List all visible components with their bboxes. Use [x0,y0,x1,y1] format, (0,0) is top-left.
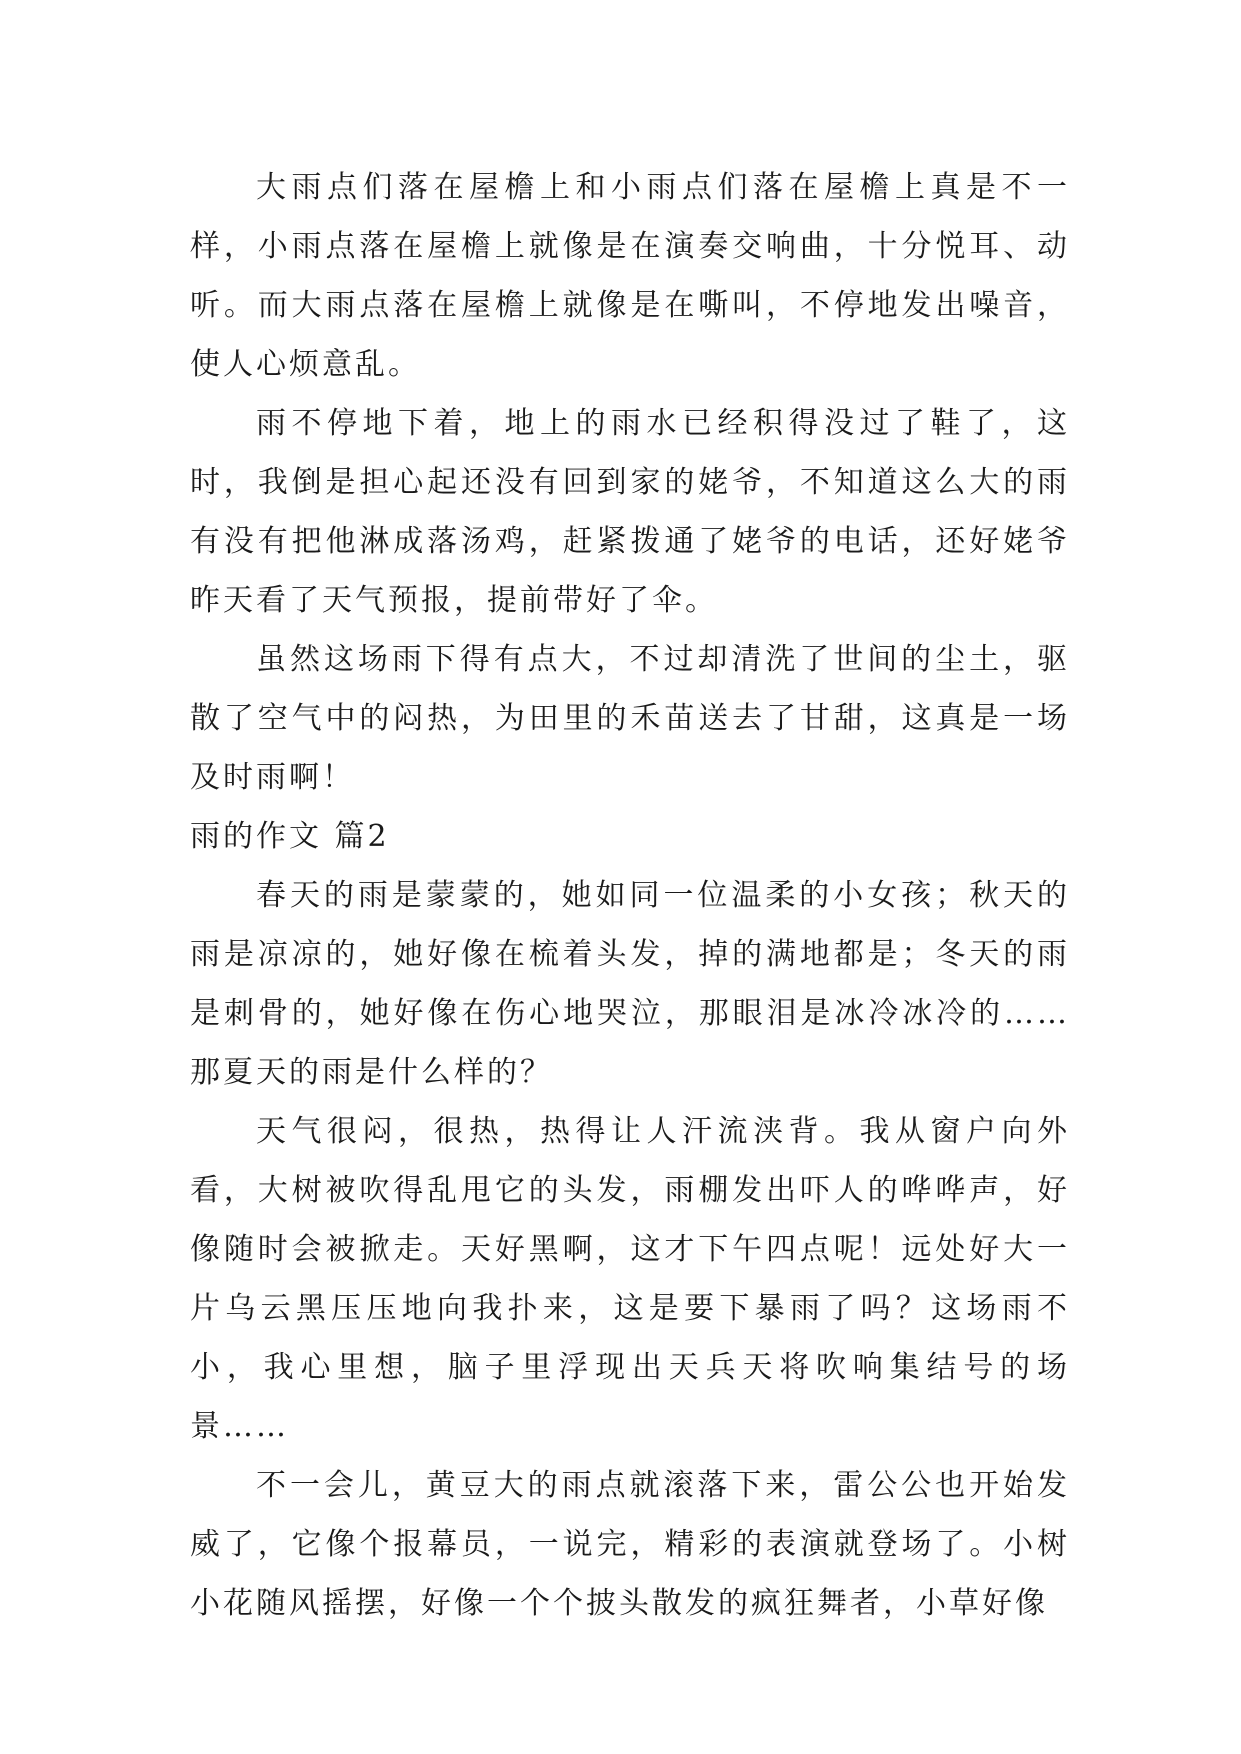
paragraph: 春天的雨是蒙蒙的，她如同一位温柔的小女孩；秋天的雨是凉凉的，她好像在梳着头发，掉的满地都是；冬天的雨是刺骨的，她好像在伤心地哭泣，那眼泪是冰冷冰冷的……那夏天的雨是什么样的？ [190,878,1070,1090]
section-heading: 雨的作文 篇2 [190,819,390,854]
paragraph: 不一会儿，黄豆大的雨点就滚落下来，雷公公也开始发威了，它像个报幕员，一说完，精彩的表演就登场了。小树小花随风摇摆，好像一个个披头散发的疯狂舞者，小草好像 [190,1468,1070,1621]
document-body [190,158,1070,1633]
paragraph: 大雨点们落在屋檐上和小雨点们落在屋檐上真是不一样，小雨点落在屋檐上就像是在演奏交响曲，十分悦耳、动听。而大雨点落在屋檐上就像是在嘶叫，不停地发出噪音，使人心烦意乱。 [190,170,1070,382]
paragraph: 虽然这场雨下得有点大，不过却清洗了世间的尘土，驱散了空气中的闷热，为田里的禾苗送去了甘甜，这真是一场及时雨啊！ [190,642,1070,795]
paragraph: 天气很闷，很热，热得让人汗流浃背。我从窗户向外看，大树被吹得乱甩它的头发，雨棚发出吓人的哗哗声，好像随时会被掀走。天好黑啊，这才下午四点呢！远处好大一片乌云黑压压地向我扑来，这是要下暴雨了吗？这场雨不小，我心里想，脑子里浮现出天兵天将吹响集结号的场景…… [190,1114,1070,1444]
paragraph: 雨不停地下着，地上的雨水已经积得没过了鞋了，这时，我倒是担心起还没有回到家的姥爷，不知道这么大的雨有没有把他淋成落汤鸡，赶紧拨通了姥爷的电话，还好姥爷昨天看了天气预报，提前带好了伞。 [190,406,1070,618]
